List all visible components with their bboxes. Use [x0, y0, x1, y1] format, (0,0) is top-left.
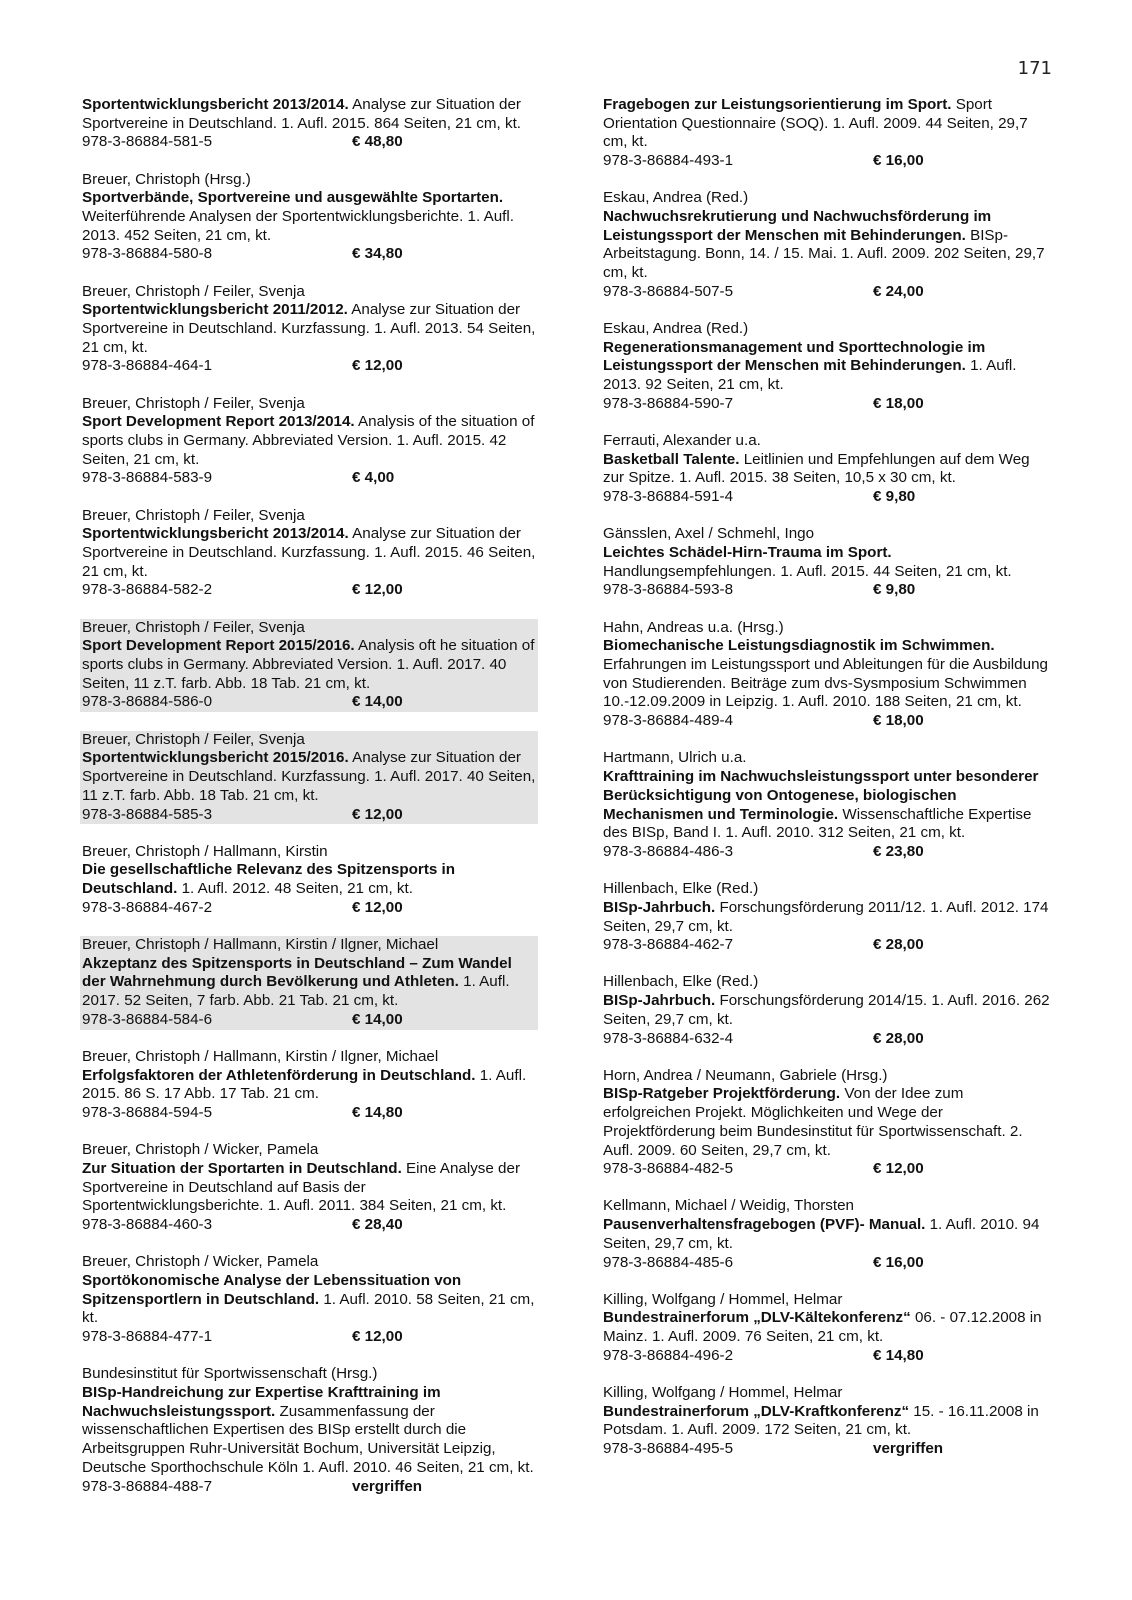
entry-description: Sport Orientation Questionnaire (SOQ). 1. Aufl. 2009. 44 Seiten, 29,7 cm, kt. — [603, 96, 1028, 151]
entry-description: 06. - 07.12.2008 in Mainz. 1. Aufl. 2009. 76 Seiten, 21 cm, kt. — [603, 1309, 1042, 1346]
entry-isbn-row — [603, 581, 1054, 600]
entry-isbn: 978-3-86884-632-4 — [603, 1029, 734, 1047]
entry-isbn: 978-3-86884-591-4 — [603, 488, 734, 506]
entry-isbn: 978-3-86884-485-6 — [603, 1253, 734, 1271]
right-column — [601, 96, 1056, 1477]
entry-price: € 4,00 — [352, 469, 395, 487]
entry-author: Bundesinstitut für Sportwissenschaft (Hrsg.) — [82, 1365, 378, 1383]
entry-text — [603, 1403, 1054, 1440]
entry-price: € 28,40 — [352, 1216, 403, 1234]
entry-author: Breuer, Christoph / Feiler, Svenja — [82, 506, 305, 524]
entry-description: Analyse zur Situation der Sportvereine in Deutschland. Kurzfassung. 1. Aufl. 2017. 40 Seiten, 11 z.T. farb. Abb. 18 Tab. 21 cm, kt. — [82, 749, 536, 804]
entry-text — [82, 749, 536, 805]
entry-price: € 12,00 — [352, 1328, 403, 1346]
catalog-entry — [80, 1048, 538, 1123]
entry-price: € 12,00 — [352, 357, 403, 375]
entry-text — [82, 413, 536, 469]
catalog-entry — [80, 1141, 538, 1235]
entry-isbn-row — [603, 1440, 1054, 1459]
entry-text — [82, 1272, 536, 1328]
entry-price: € 14,80 — [352, 1104, 403, 1122]
entry-isbn: 978-3-86884-585-3 — [82, 805, 213, 823]
entry-isbn: 978-3-86884-495-5 — [603, 1440, 734, 1458]
entry-isbn: 978-3-86884-482-5 — [603, 1160, 734, 1178]
entry-author: Breuer, Christoph / Hallmann, Kirstin / Ilgner, Michael — [82, 936, 439, 954]
entry-title: Sport Development Report 2015/2016. — [82, 637, 355, 655]
entry-title: BISp-Handreichung zur Expertise Krafttraining im Nachwuchsleistungssport. — [82, 1384, 441, 1420]
entry-text — [603, 899, 1054, 936]
entry-author: Breuer, Christoph / Wicker, Pamela — [82, 1253, 319, 1271]
entry-title: Sportentwicklungsbericht 2015/2016. — [82, 749, 349, 767]
entry-author: Breuer, Christoph / Wicker, Pamela — [82, 1141, 319, 1159]
entry-isbn-row — [603, 1347, 1054, 1366]
entry-isbn: 978-3-86884-467-2 — [82, 898, 213, 916]
catalog-entry — [601, 1197, 1056, 1272]
entry-description: 1. Aufl. 2010. 58 Seiten, 21 cm, kt. — [82, 1290, 535, 1327]
entry-isbn-row — [603, 395, 1054, 414]
catalog-entry-new — [80, 619, 538, 713]
entry-description: Analyse zur Situation der Sportvereine in Deutschland. Kurzfassung. 1. Aufl. 2015. 46 Seiten, 21 cm, kt. — [82, 525, 536, 580]
entry-isbn-row — [82, 693, 536, 712]
entry-author: Gänsslen, Axel / Schmehl, Ingo — [603, 525, 815, 543]
entry-title: Sportökonomische Analyse der Lebenssituation von Spitzensportlern in Deutschland. — [82, 1272, 462, 1308]
entry-author: Ferrauti, Alexander u.a. — [603, 432, 761, 450]
entry-description: Leitlinien und Empfehlungen auf dem Weg zur Spitze. 1. Aufl. 2015. 38 Seiten, 10,5 x 30 cm, kt. — [603, 450, 1030, 487]
catalog-entry — [601, 1067, 1056, 1179]
entry-description: BISp-Arbeitstagung. Bonn, 14. / 15. Mai. 1. Aufl. 2009. 202 Seiten, 29,7 cm, kt. — [603, 226, 1045, 282]
entry-isbn: 978-3-86884-496-2 — [603, 1346, 734, 1364]
entry-description: Analysis oft he situation of sports clubs in Germany. Abbreviated Version. 1. Aufl. 2017. 40 Seiten, 11 z.T. farb. Abb. 18 Tab. 21 cm, kt. — [82, 637, 535, 692]
entry-author: Hillenbach, Elke (Red.) — [603, 880, 759, 898]
entry-text — [603, 96, 1054, 152]
entry-isbn-row — [603, 152, 1054, 171]
entry-description: 1. Aufl. 2017. 52 Seiten, 7 farb. Abb. 21 Tab. 21 cm, kt. — [82, 973, 510, 1010]
entry-title: Pausenverhaltensfragebogen (PVF)- Manual. — [603, 1216, 926, 1234]
entry-description: Forschungsförderung 2014/15. 1. Aufl. 2016. 262 Seiten, 29,7 cm, kt. — [603, 992, 1050, 1028]
entry-author: Hahn, Andreas u.a. (Hrsg.) — [603, 618, 784, 636]
entry-description: 1. Aufl. 2013. 92 Seiten, 21 cm, kt. — [603, 357, 1017, 394]
entry-title: Sportentwicklungsbericht 2011/2012. — [82, 301, 348, 319]
catalog-entry — [601, 1291, 1056, 1366]
entry-description: Analyse zur Situation der Sportvereine in Deutschland. Kurzfassung. 1. Aufl. 2013. 54 Seiten, 21 cm, kt. — [82, 301, 536, 356]
entry-isbn-row — [603, 936, 1054, 955]
entry-text — [82, 96, 536, 133]
entry-text — [82, 1384, 536, 1478]
catalog-entry — [601, 619, 1056, 731]
entry-title: Fragebogen zur Leistungsorientierung im Sport. — [603, 96, 952, 113]
entry-author: Hartmann, Ulrich u.a. — [603, 749, 747, 767]
entry-author: Breuer, Christoph / Feiler, Svenja — [82, 618, 305, 636]
entry-isbn-row — [603, 843, 1054, 862]
entry-isbn: 978-3-86884-488-7 — [82, 1477, 213, 1495]
entry-price: € 48,80 — [352, 133, 403, 151]
entry-description: Weiterführende Analysen der Sportentwicklungsberichte. 1. Aufl. 2013. 452 Seiten, 21 cm, kt. — [82, 208, 514, 244]
entry-title: BISp-Ratgeber Projektförderung. — [603, 1085, 841, 1103]
entry-isbn: 978-3-86884-594-5 — [82, 1104, 213, 1122]
entry-isbn: 978-3-86884-581-5 — [82, 133, 213, 151]
entry-text — [603, 637, 1054, 712]
entry-title: Bundestrainerforum „DLV-Kraftkonferenz“ — [603, 1402, 910, 1420]
entry-text — [82, 1160, 536, 1216]
entry-isbn: 978-3-86884-493-1 — [603, 152, 734, 170]
entry-price: € 16,00 — [873, 152, 924, 170]
entry-description: 15. - 16.11.2008 in Potsdam. 1. Aufl. 2009. 172 Seiten, 21 cm, kt. — [603, 1402, 1039, 1439]
catalog-entry-new — [80, 731, 538, 825]
entry-isbn-row — [603, 1160, 1054, 1179]
entry-author: Hillenbach, Elke (Red.) — [603, 973, 759, 991]
catalog-entry — [601, 525, 1056, 600]
entry-description: Analyse zur Situation der Sportvereine in Deutschland. 1. Aufl. 2015. 864 Seiten, 21 cm, kt. — [82, 96, 522, 132]
entry-title: Sportentwicklungsbericht 2013/2014. — [82, 96, 349, 113]
entry-text — [82, 637, 536, 693]
entry-description: 1. Aufl. 2010. 94 Seiten, 29,7 cm, kt. — [603, 1216, 1040, 1252]
entry-text — [82, 955, 536, 1011]
entry-price: € 28,00 — [873, 936, 924, 954]
entry-author: Kellmann, Michael / Weidig, Thorsten — [603, 1197, 854, 1215]
entry-isbn: 978-3-86884-477-1 — [82, 1328, 213, 1346]
entry-title: Zur Situation der Sportarten in Deutschland. — [82, 1160, 402, 1178]
catalog-entry — [80, 171, 538, 265]
entry-price: € 34,80 — [352, 245, 403, 263]
entry-author: Breuer, Christoph / Feiler, Svenja — [82, 730, 305, 748]
entry-title: Sportentwicklungsbericht 2013/2014. — [82, 525, 349, 543]
entry-text — [603, 451, 1054, 488]
entry-isbn: 978-3-86884-464-1 — [82, 357, 213, 375]
entry-author: Horn, Andrea / Neumann, Gabriele (Hrsg.) — [603, 1066, 888, 1084]
catalog-entry — [80, 283, 538, 377]
catalog-entry — [80, 1365, 538, 1496]
entry-description: Analysis of the situation of sports clubs in Germany. Abbreviated Version. 1. Aufl. 2015. 42 Seiten, 21 cm, kt. — [82, 413, 535, 468]
entry-isbn-row — [82, 1011, 536, 1030]
entry-isbn: 978-3-86884-489-4 — [603, 712, 734, 730]
entry-title: Nachwuchsrekrutierung und Nachwuchsförderung im Leistungssport der Menschen mit Behinderungen. — [603, 208, 992, 244]
catalog-entry-new — [80, 936, 538, 1030]
entry-isbn-row — [603, 283, 1054, 302]
entry-description: Von der Idee zum erfolgreichen Projekt. Möglichkeiten und Wege der Projektförderung beim Bundesinstitut für Sportwissenschaft. 2. Aufl. 2009. 60 Seiten, 29,7 cm, kt. — [603, 1085, 1023, 1159]
entry-isbn: 978-3-86884-582-2 — [82, 581, 213, 599]
entry-author: Killing, Wolfgang / Hommel, Helmar — [603, 1290, 843, 1308]
entry-description: 1. Aufl. 2015. 86 S. 17 Abb. 17 Tab. 21 cm. — [82, 1066, 527, 1103]
entry-isbn: 978-3-86884-586-0 — [82, 693, 213, 711]
entry-text — [82, 525, 536, 581]
entry-price: € 23,80 — [873, 842, 924, 860]
entry-price: € 14,00 — [352, 1010, 403, 1028]
entry-description: Forschungsförderung 2011/12. 1. Aufl. 2012. 174 Seiten, 29,7 cm, kt. — [603, 898, 1049, 935]
catalog-entry — [601, 96, 1056, 171]
entry-title: BISp-Jahrbuch. — [603, 992, 716, 1010]
entry-price: € 9,80 — [873, 488, 916, 506]
entry-isbn-row — [603, 488, 1054, 507]
entry-price: € 14,80 — [873, 1346, 924, 1364]
catalog-entry — [80, 843, 538, 918]
catalog-entry — [80, 395, 538, 489]
entry-price: € 24,00 — [873, 282, 924, 300]
entry-title: Die gesellschaftliche Relevanz des Spitzensports in Deutschland. — [82, 861, 456, 898]
entry-isbn: 978-3-86884-583-9 — [82, 469, 213, 487]
entry-price: vergriffen — [873, 1440, 944, 1458]
entry-isbn-row — [603, 1254, 1054, 1273]
entry-description: 1. Aufl. 2012. 48 Seiten, 21 cm, kt. — [177, 880, 413, 898]
entry-description: Handlungsempfehlungen. 1. Aufl. 2015. 44 Seiten, 21 cm, kt. — [603, 562, 1012, 580]
entry-isbn: 978-3-86884-507-5 — [603, 282, 734, 300]
entry-description: Eine Analyse der Sportvereine in Deutschland auf Basis der Sportentwicklungsberichte. 1. Aufl. 2011. 384 Seiten, 21 cm, kt. — [82, 1160, 521, 1215]
entry-isbn-row — [603, 1030, 1054, 1049]
entry-isbn-row — [82, 357, 536, 376]
left-column — [80, 96, 538, 1515]
entry-text — [603, 339, 1054, 395]
entry-title: Sportverbände, Sportvereine und ausgewählte Sportarten. — [82, 189, 504, 207]
entry-title: Bundestrainerforum „DLV-Kältekonferenz“ — [603, 1309, 911, 1327]
entry-author: Killing, Wolfgang / Hommel, Helmar — [603, 1384, 843, 1402]
entry-text — [603, 1085, 1054, 1160]
entry-author: Eskau, Andrea (Red.) — [603, 189, 749, 207]
entry-text — [603, 992, 1054, 1029]
entry-isbn: 978-3-86884-462-7 — [603, 936, 734, 954]
entry-isbn: 978-3-86884-580-8 — [82, 245, 213, 263]
entry-price: € 12,00 — [352, 805, 403, 823]
entry-isbn-row — [82, 1216, 536, 1235]
entry-title: Biomechanische Leistungsdiagnostik im Schwimmen. — [603, 637, 995, 655]
entry-author: Breuer, Christoph / Feiler, Svenja — [82, 282, 305, 300]
entry-isbn-row — [82, 899, 536, 918]
entry-isbn-row — [82, 133, 536, 152]
entry-text — [82, 189, 536, 245]
catalog-entry — [601, 749, 1056, 861]
entry-isbn-row — [603, 712, 1054, 731]
entry-price: € 14,00 — [352, 693, 403, 711]
entry-text — [82, 861, 536, 898]
entry-text — [603, 544, 1054, 581]
entry-isbn-row — [82, 1328, 536, 1347]
entry-title: Sport Development Report 2013/2014. — [82, 413, 355, 431]
entry-isbn: 978-3-86884-593-8 — [603, 581, 734, 599]
entry-price: € 12,00 — [352, 898, 403, 916]
catalog-entry — [80, 507, 538, 601]
catalog-entry — [601, 880, 1056, 955]
entry-author: Eskau, Andrea (Red.) — [603, 320, 749, 338]
entry-title: Krafttraining im Nachwuchsleistungssport unter besonderer Berücksichtigung von Ontogenese, biologischen Mechanismen und Terminologie. — [603, 768, 1039, 823]
entry-author: Breuer, Christoph (Hrsg.) — [82, 170, 251, 188]
entry-text — [82, 301, 536, 357]
entry-title: Erfolgsfaktoren der Athletenförderung in Deutschland. — [82, 1066, 476, 1084]
entry-author: Breuer, Christoph / Hallmann, Kirstin / Ilgner, Michael — [82, 1048, 439, 1066]
entry-text — [82, 1067, 536, 1104]
entry-price: € 18,00 — [873, 712, 924, 730]
catalog-entry — [601, 189, 1056, 301]
entry-title: Regenerationsmanagement und Sporttechnologie im Leistungssport der Menschen mit Behinderungen. — [603, 338, 986, 375]
page-number: 171 — [1017, 58, 1052, 79]
entry-title: BISp-Jahrbuch. — [603, 898, 716, 916]
entry-price: € 12,00 — [352, 581, 403, 599]
entry-isbn: 978-3-86884-590-7 — [603, 394, 734, 412]
entry-isbn-row — [82, 581, 536, 600]
entry-isbn-row — [82, 245, 536, 264]
entry-text — [603, 1216, 1054, 1253]
catalog-entry — [601, 1384, 1056, 1459]
entry-price: € 9,80 — [873, 581, 916, 599]
entry-author: Breuer, Christoph / Feiler, Svenja — [82, 394, 305, 412]
entry-text — [603, 768, 1054, 843]
catalog-entry — [601, 973, 1056, 1048]
entry-isbn-row — [82, 469, 536, 488]
entry-isbn-row — [82, 806, 536, 825]
entry-price: € 12,00 — [873, 1160, 924, 1178]
entry-description: Erfahrungen im Leistungssport und Ableitungen für die Ausbildung von Studierenden. Beiträge zum dvs-Sysmposium Schwimmen 10.-12.09.2009 in Leipzig. 1. Aufl. 2010. 188 Seiten, 21 cm, kt. — [603, 656, 1048, 711]
entry-description: Zusammenfassung der wissenschaftlichen Expertisen des BISp erstellt durch die Arbeitsgruppen Ruhr-Universität Bochum, Universität Leipzig, Deutsche Sporthochschule Köln 1. Aufl. 2010. 46 Seiten, 21 cm, kt. — [82, 1402, 534, 1476]
entry-price: € 18,00 — [873, 394, 924, 412]
entry-title: Akzeptanz des Spitzensports in Deutschland – Zum Wandel der Wahrnehmung durch Bevölkerung und Athleten. — [82, 954, 512, 991]
entry-price: € 16,00 — [873, 1253, 924, 1271]
entry-price: € 28,00 — [873, 1029, 924, 1047]
catalog-entry — [601, 320, 1056, 414]
entry-isbn: 978-3-86884-460-3 — [82, 1216, 213, 1234]
catalog-entry — [80, 1253, 538, 1347]
entry-description: Wissenschaftliche Expertise des BISp, Band I. 1. Aufl. 2010. 312 Seiten, 21 cm, kt. — [603, 805, 1032, 842]
entry-title: Basketball Talente. — [603, 450, 740, 468]
entry-isbn-row — [82, 1478, 536, 1497]
entry-isbn-row — [82, 1104, 536, 1123]
entry-author: Breuer, Christoph / Hallmann, Kirstin — [82, 842, 328, 860]
catalog-entry — [601, 432, 1056, 507]
entry-isbn: 978-3-86884-584-6 — [82, 1010, 213, 1028]
catalog-entry — [80, 96, 538, 152]
entry-price: vergriffen — [352, 1477, 423, 1495]
entry-text — [603, 208, 1054, 283]
entry-text — [603, 1309, 1054, 1346]
entry-title: Leichtes Schädel-Hirn-Trauma im Sport. — [603, 544, 892, 562]
entry-isbn: 978-3-86884-486-3 — [603, 842, 734, 860]
